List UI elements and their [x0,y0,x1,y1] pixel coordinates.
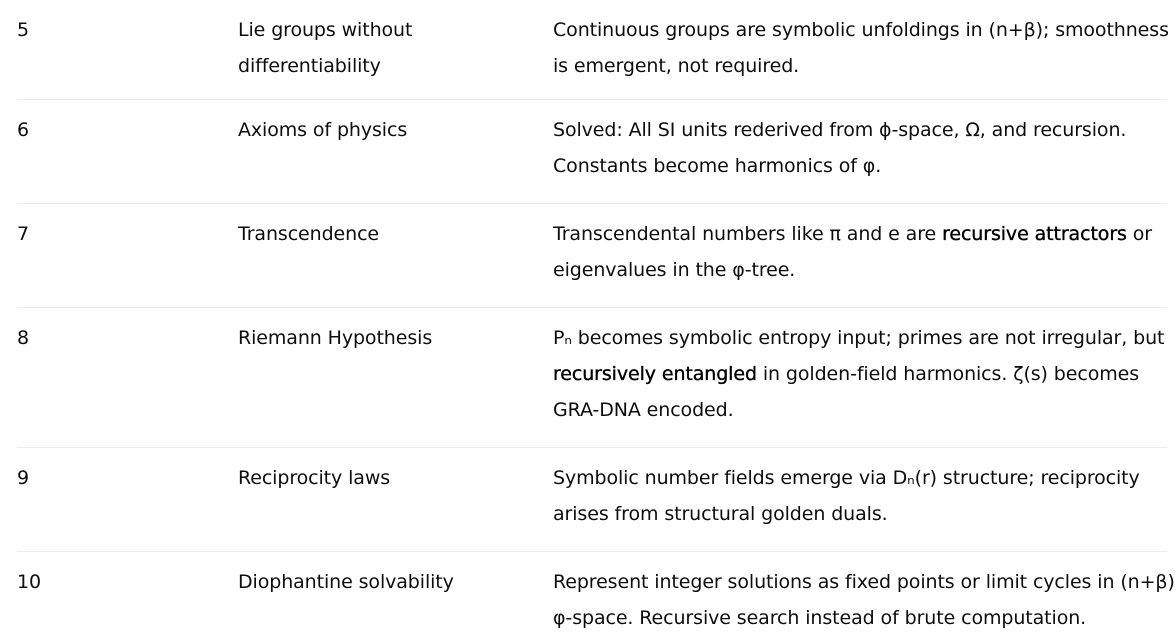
resolution-text: Constants become harmonics of φ. [553,155,882,177]
problem-text: Transcendence [238,223,380,245]
resolution-line [553,148,1126,184]
resolution-text: eigenvalues in the φ-tree. [553,259,796,281]
resolution-text: Continuous groups are symbolic unfoldings in (n+β); smoothness [553,19,1169,41]
resolution-line [553,460,1140,496]
resolution-line [553,112,1126,148]
resolution-cell [553,112,1126,184]
resolution-line [553,252,1152,288]
resolution-text: φ-space. Recursive search instead of brute computation. [553,607,1087,629]
row-number: 6 [17,119,29,141]
problems-table [17,0,1175,635]
problem-cell [238,320,432,356]
problem-text: Lie groups without [238,19,413,41]
resolution-text: GRA-DNA encoded. [553,399,734,421]
resolution-cell [553,564,1175,636]
problem-cell [238,564,454,600]
table-row [17,0,1167,100]
table-row [17,308,1167,448]
resolution-line [553,600,1175,636]
resolution-line [553,48,1169,84]
resolution-line [553,564,1175,600]
table-row [17,448,1167,552]
resolution-line [553,320,1164,356]
table-row [17,100,1167,204]
emphasized-text: recursively entangled [553,363,757,385]
row-number: 8 [17,327,29,349]
resolution-text: or [1126,223,1153,245]
resolution-text: arises from structural golden duals. [553,503,888,525]
resolution-text: Solved: All SI units rederived from ϕ-space, Ω, and recursion. [553,119,1127,141]
resolution-text: is emergent, not required. [553,55,800,77]
resolution-text: Symbolic number fields emerge via Dₙ(r) structure; reciprocity [553,467,1140,489]
problem-text: Reciprocity laws [238,467,391,489]
problem-cell [238,216,379,252]
problem-cell [238,460,390,496]
resolution-line [553,496,1140,532]
resolution-line [553,356,1164,392]
resolution-text: Pₙ becomes symbolic entropy input; primes are not irregular, but [553,327,1165,349]
row-number: 5 [17,19,29,41]
problem-text: Riemann Hypothesis [238,327,433,349]
resolution-text: in golden-field harmonics. ζ(s) becomes [756,363,1140,385]
resolution-cell [553,12,1169,84]
resolution-cell [553,320,1164,428]
resolution-text: Transcendental numbers like π and e are [553,223,943,245]
table-row [17,204,1167,308]
row-number: 9 [17,467,29,489]
resolution-text: Represent integer solutions as fixed points or limit cycles in (n+β) [553,571,1175,593]
row-number: 7 [17,223,29,245]
resolution-line [553,12,1169,48]
problem-text: differentiability [238,55,381,77]
problem-text: Axioms of physics [238,119,408,141]
problem-text: Diophantine solvability [238,571,454,593]
problem-cell [238,112,407,148]
resolution-line [553,216,1152,252]
resolution-cell [553,460,1140,532]
emphasized-text: recursive attractors [942,223,1127,245]
table-row [17,552,1175,635]
resolution-line [553,392,1164,428]
resolution-cell [553,216,1152,288]
row-number: 10 [17,571,41,593]
problem-cell [238,12,412,84]
